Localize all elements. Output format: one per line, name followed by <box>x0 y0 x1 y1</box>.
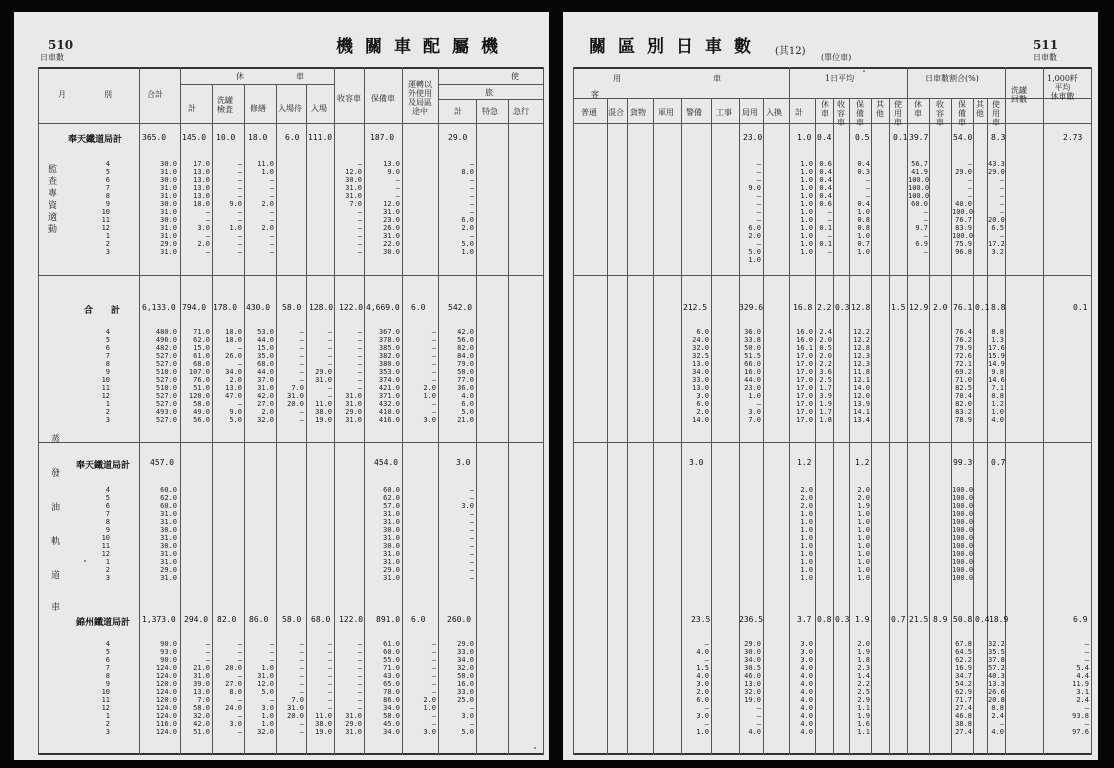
group-label: 奉天鐵道局計 <box>76 461 131 471</box>
block-col-r-kyu: 56.7 41.9 100.0 100.0 100.0 60.0 — — 9.7 — 6.9 — <box>908 160 930 256</box>
hdr-kongo: 混合 <box>608 108 624 117</box>
block-col-shuyo: — — — — — — — — 31.0 31.0 29.0 31.0 <box>345 328 362 424</box>
page-subtitle: 日車數 <box>40 53 64 62</box>
group-yobi-col: 212.5 <box>683 303 708 312</box>
hdr-futsu: 普通 <box>581 108 597 117</box>
side-label: 監查專資適動 <box>46 164 56 236</box>
block-col-senro: 18.0 18.0 — 26.0 — 34.0 2.0 13.0 47.0 — 9.0 5.0 <box>225 328 242 424</box>
hdr-sha: 車 <box>713 74 721 83</box>
hdr-nyujo-mae: 入場待 <box>278 104 302 113</box>
group-r-shiyo: 8.8 <box>991 303 1006 312</box>
block-col-r-yobi: 76.4 76.2 79.9 72.6 72.1 69.2 71.0 82.5 70.4 82.0 83.2 78.9 <box>955 328 972 424</box>
col-line <box>833 98 834 755</box>
col-line <box>508 99 509 755</box>
section-rule <box>38 275 543 276</box>
group-nyujo: 111.0 <box>308 133 333 142</box>
side-label: 蒸 <box>49 434 59 446</box>
group-yobi: 0.5 <box>855 133 870 142</box>
block-col-ryo: 29.0 33.0 34.0 32.0 50.0 16.0 33.0 25.0 — 3.0 — 5.0 <box>457 640 474 736</box>
block-col-senro: — — — — — 9.0 — — 1.0 — — — <box>229 160 242 256</box>
page-number: 511 <box>1033 38 1059 52</box>
group-ryo: 260.0 <box>447 615 472 624</box>
col-line <box>607 98 608 755</box>
block-col-nyujo: — — — — — — — — — 11.0 38.0 19.0 <box>315 640 332 736</box>
group-yobi: 891.0 <box>376 615 401 624</box>
col-line <box>653 98 654 755</box>
block-col-kei: 17.0 13.0 13.0 13.0 13.0 18.0 — — 3.0 — 2.0 — <box>193 160 210 256</box>
block-col-shuri: 53.0 44.0 15.0 35.0 68.0 44.0 37.0 31.0 42.0 27.0 2.0 32.0 <box>257 328 274 424</box>
side-label: 軌 <box>49 536 59 548</box>
group-shuri: 18.0 <box>248 133 268 142</box>
group-label: 錦州鐵道局計 <box>76 618 131 628</box>
hdr-yobi: 保備車 <box>371 94 395 103</box>
month-col: 4 5 6 7 8 9 10 11 12 1 2 3 <box>101 640 110 736</box>
month-col: 4 5 6 7 8 9 10 11 12 1 2 3 <box>101 328 110 424</box>
block-col-kei: 16.0 16.0 16.1 17.0 17.0 17.0 17.0 17.0 17.0 17.0 17.0 17.0 <box>796 328 813 424</box>
hdr-unten: 運轉以 外使用 及局區 途中 <box>408 80 432 116</box>
hdr-shuyo: 收 容 車 <box>837 100 845 127</box>
group-r-yobi: 54.0 <box>953 133 973 142</box>
block-col-kei: — — — 21.0 31.0 39.0 13.0 7.0 58.0 32.0 42.0 51.0 <box>193 640 210 736</box>
hdr-sha: 車 <box>296 72 304 81</box>
hdr-shuri: 修繕 <box>250 104 266 113</box>
group-shuyo: 0.3 <box>835 615 850 624</box>
block-col-kei: 71.0 62.0 15.0 61.0 68.0 107.0 76.0 51.0 120.0 58.0 49.0 56.0 <box>188 328 210 424</box>
block-col-yobi-col: 6.0 24.0 32.0 32.5 13.0 34.0 33.0 13.0 3.0 6.0 2.0 14.0 <box>692 328 709 424</box>
right-page <box>563 12 1098 760</box>
hdr-daily-avg: 1日平均 <box>825 74 855 83</box>
group-nyujo-mae: 58.0 <box>282 303 302 312</box>
block-col-r-shiyo: 43.3 29.0 — — — — — 20.0 6.5 — 17.2 3.2 <box>988 160 1005 256</box>
group-kyu: 0.8 <box>817 615 832 624</box>
hdr-total: 合計 <box>147 90 163 99</box>
group-kyokuyo: 236.5 <box>739 615 764 624</box>
group-shuri: 86.0 <box>249 615 269 624</box>
group-senro: 178.0 <box>213 303 238 312</box>
group-kei: 1.0 <box>797 133 812 142</box>
group-yobi-col: 23.5 <box>691 615 711 624</box>
group-r-yobi: 50.8 <box>953 615 973 624</box>
header-sub-rule-3 <box>438 99 543 100</box>
group-nyujo-mae: 58.0 <box>282 615 302 624</box>
block-col-kyokuyo: 36.0 33.8 50.0 51.5 66.0 16.0 44.0 23.0 1.0 — 3.0 7.0 <box>744 328 761 424</box>
group-kei: 294.0 <box>184 615 209 624</box>
block-col-senro: — — — 20.0 — 27.0 8.0 — 24.0 — 3.0 — <box>225 640 242 736</box>
block-col-unten: — — — — — — — 2.0 1.0 — — 3.0 <box>423 328 436 424</box>
col-line <box>1091 67 1092 755</box>
block-col-kei: 2.0 2.0 2.0 1.0 1.0 1.0 1.0 1.0 1.0 1.0 1.0 1.0 <box>800 486 813 582</box>
col-line <box>38 67 39 755</box>
col-line <box>973 98 974 755</box>
header-sub-rule <box>180 84 334 85</box>
ink-speck <box>863 70 865 72</box>
group-label: 合 計 <box>84 306 121 316</box>
hdr-senro: 洗罐 檢査 <box>217 96 233 114</box>
hdr-yobi-2: 保 備 車 <box>856 100 864 127</box>
col-line <box>1005 67 1006 755</box>
hdr-yobi: 警備 <box>686 108 702 117</box>
hdr-nyujo: 入場 <box>311 104 327 113</box>
group-yobi: 12.8 <box>851 303 871 312</box>
side-label: 道 <box>49 570 59 582</box>
group-shiyo: 0.1 <box>893 133 908 142</box>
hdr-sonota: 其 他 <box>876 100 884 118</box>
header-bottom-rule <box>38 123 543 124</box>
group-yobi: 1.9 <box>855 615 870 624</box>
group-kyu: 0.4 <box>817 133 832 142</box>
block-col-shuri: 11.0 1.0 — — — 2.0 — — 2.0 — — — <box>257 160 274 256</box>
group-yobi-col: 3.0 <box>689 458 704 467</box>
group-total: 457.0 <box>150 458 175 467</box>
title-note: (其12) <box>775 46 806 57</box>
group-shiyo: 1.5 <box>891 303 906 312</box>
group-r-sonota: 0.4 <box>975 615 990 624</box>
group-shuyo: 122.0 <box>339 615 364 624</box>
page-title: 關區別日車數 <box>589 37 763 57</box>
group-nyujo: 128.0 <box>309 303 334 312</box>
group-r-kyu: 12.9 <box>909 303 929 312</box>
block-col-kyu: 0.6 0.4 0.4 0.4 0.4 0.6 — — 0.1 — 0.1 — <box>819 160 832 256</box>
group-unten: 6.0 <box>411 303 426 312</box>
group-kyu: 2.2 <box>817 303 832 312</box>
col-line <box>1043 67 1044 755</box>
group-kei: 794.0 <box>182 303 207 312</box>
group-r-shiyo: 18.9 <box>989 615 1009 624</box>
block-col-yobi: 13.0 9.0 — — — 12.0 31.0 23.0 26.0 31.0 22.0 30.0 <box>383 160 400 256</box>
group-kyokuyo: 329.6 <box>739 303 764 312</box>
col-line <box>711 98 712 755</box>
hdr-month: 月 <box>58 90 66 99</box>
group-yobi: 187.0 <box>370 133 395 142</box>
block-col-nyujo-mae: — — — — — — — 7.0 31.0 20.0 — — <box>287 328 304 424</box>
group-nyujo-mae: 6.0 <box>285 133 300 142</box>
col-line <box>627 98 628 755</box>
unit-note: (單位車) <box>821 53 852 62</box>
col-line <box>139 67 140 755</box>
group-senro: 82.0 <box>217 615 237 624</box>
group-shiyo: 0.7 <box>891 615 906 624</box>
group-r-sonota: 0.1 <box>975 303 990 312</box>
hdr-koji: 工事 <box>716 108 732 117</box>
col-line <box>476 99 477 755</box>
hdr-kei-2: 計 <box>454 107 462 116</box>
page-number: 510 <box>48 38 74 52</box>
block-col-r-shiyo: 8.8 1.3 17.6 15.9 14.9 9.8 14.6 7.1 0.8 1.2 1.0 4.0 <box>988 328 1005 424</box>
hdr-ryo: 旅 <box>485 88 493 97</box>
page-subtitle: 日車數 <box>1033 53 1057 62</box>
group-yobi: 454.0 <box>374 458 399 467</box>
hdr-ratio: 日車數割合(%) <box>925 74 979 83</box>
block-col-yobi: 12.2 12.2 12.8 12.3 12.3 11.8 12.1 14.0 12.0 13.9 14.1 13.4 <box>853 328 870 424</box>
hdr-kyu: 休 <box>236 72 244 81</box>
side-label: 發 <box>49 468 59 480</box>
ink-speck <box>84 560 86 562</box>
block-col-total: 60.0 62.0 60.0 31.0 31.0 30.0 31.0 30.0 31.0 31.0 29.0 31.0 <box>160 486 177 582</box>
hdr-shiyo: 使 用 車 <box>894 100 902 127</box>
group-total: 1,373.0 <box>142 615 176 624</box>
col-line <box>763 98 764 755</box>
table-bottom-rule <box>38 753 543 755</box>
group-total: 6,133.0 <box>142 303 176 312</box>
group-kei: 3.7 <box>797 615 812 624</box>
table-bottom-rule <box>573 753 1091 755</box>
hdr-shiyo-2: 使 用 車 <box>992 100 1000 127</box>
hdr-shi: 使 <box>511 72 519 81</box>
hdr-kyokuyo: 局用 <box>742 108 758 117</box>
hdr-tokkyu: 特急 <box>482 107 498 116</box>
block-col-kei: 1.0 1.0 1.0 1.0 1.0 1.0 1.0 1.0 1.0 1.0 1.0 1.0 <box>800 160 813 256</box>
hdr-kyuko: 急行 <box>513 107 529 116</box>
block-col-yobi: 0.4 0.3 — — — 0.4 1.0 0.8 0.8 1.0 0.7 1.0 <box>857 160 870 256</box>
group-r-kyu: 39.7 <box>909 133 929 142</box>
hdr-kei: 計 <box>188 104 196 113</box>
group-ryo: 29.0 <box>448 133 468 142</box>
group-yobi: 1.2 <box>855 458 870 467</box>
block-col-r-yobi: — 29.0 — — — 40.0 100.0 76.7 83.9 100.0 75.9 96.8 <box>952 160 974 256</box>
hdr-nyukan: 入換 <box>766 108 782 117</box>
block-col-ryo: — 8.0 — — — — — 6.0 2.0 — 5.0 1.0 <box>461 160 474 256</box>
hdr-senro-kaisu: 洗罐 回數 <box>1011 86 1027 104</box>
hdr-per-1000: 1,000粁 平均 休車數 <box>1047 74 1078 101</box>
block-col-nyujo: — — — — — 29.0 31.0 — — 11.0 38.0 19.0 <box>315 328 332 424</box>
hdr-kyu-2: 休 車 <box>914 100 922 118</box>
col-line <box>871 98 872 755</box>
page-title: 機關車配屬機 <box>336 37 510 57</box>
group-r-yobi: 76.1 <box>953 303 973 312</box>
group-yobi: 4,669.0 <box>366 303 400 312</box>
table-top-rule <box>573 67 1091 69</box>
group-r-shuyo: 2.0 <box>933 303 948 312</box>
block-col-per-1000: — — — 5.4 4.4 11.9 3.1 2.4 — 93.8 — 97.6 <box>1072 640 1089 736</box>
group-per-1000: 6.9 <box>1073 615 1088 624</box>
hdr-sonota-2: 其 他 <box>976 100 984 118</box>
col-line <box>573 67 574 755</box>
hdr-yobi-3: 保 備 車 <box>958 100 966 127</box>
block-col-total: 90.0 93.0 90.0 124.0 124.0 120.0 124.0 120.0 124.0 124.0 116.0 124.0 <box>155 640 177 736</box>
header-sub-rule-2 <box>438 84 543 85</box>
group-nyujo: 68.0 <box>311 615 331 624</box>
block-col-yobi: 2.0 1.9 1.8 2.3 1.4 2.2 2.5 2.9 1.1 1.9 1.6 1.1 <box>857 640 870 736</box>
block-col-ryo: 42.0 56.0 82.0 84.0 79.0 50.0 77.0 36.0 4.0 6.0 5.0 21.0 <box>457 328 474 424</box>
group-shuyo: 0.3 <box>835 303 850 312</box>
group-per-1000: 2.73 <box>1063 133 1083 142</box>
col-line <box>889 98 890 755</box>
group-ryo: 542.0 <box>448 303 473 312</box>
group-kei: 145.0 <box>182 133 207 142</box>
group-r-kyu: 21.5 <box>909 615 929 624</box>
block-col-nyujo-mae: — — — — — — — 7.0 31.0 20.0 — — <box>287 640 304 736</box>
block-col-kyu: 2.4 2.0 0.5 2.0 2.2 3.6 2.5 1.7 3.9 1.9 1.7 1.8 <box>819 328 832 424</box>
group-shuyo: 122.0 <box>339 303 364 312</box>
block-col-ryo: — — 3.0 — — — — — — — — — <box>461 486 474 582</box>
group-total: 365.0 <box>142 133 167 142</box>
group-per-1000: 0.1 <box>1073 303 1088 312</box>
hdr-kamotsu: 貨物 <box>630 108 646 117</box>
header-bottom-rule <box>573 123 1091 124</box>
ink-speck <box>534 747 536 749</box>
group-shuri: 430.0 <box>246 303 271 312</box>
hdr-shuyo-2: 收 容 車 <box>936 100 944 127</box>
hdr-kei: 計 <box>795 108 803 117</box>
left-page <box>14 12 549 760</box>
section-rule-2 <box>573 442 1091 443</box>
group-label: 奉天鐵道局計 <box>68 135 123 145</box>
block-col-kei: 3.0 3.0 3.0 4.0 4.0 4.0 4.0 4.0 4.0 4.0 4.0 4.0 <box>800 640 813 736</box>
block-col-shuyo: — 12.0 30.0 31.0 31.0 7.0 — — — — — — <box>345 160 362 256</box>
hdr-kyu: 休 車 <box>821 100 829 118</box>
group-kei: 16.8 <box>793 303 813 312</box>
col-line <box>543 67 544 755</box>
group-unten: 6.0 <box>411 615 426 624</box>
col-line <box>929 98 930 755</box>
block-col-yobi: 2.0 2.0 1.9 1.0 1.0 1.0 1.0 1.0 1.0 1.0 1.0 1.0 <box>857 486 870 582</box>
group-r-yobi: 99.3 <box>953 458 973 467</box>
hdr-shuyo: 收容車 <box>337 94 361 103</box>
group-r-shuyo: 8.9 <box>933 615 948 624</box>
hdr-kyaku: 客 <box>591 90 599 99</box>
group-senro: 10.0 <box>216 133 236 142</box>
block-col-unten: — — — — — — — 2.0 1.0 — — 3.0 <box>423 640 436 736</box>
block-col-shuri: — — — 1.0 31.0 12.0 5.0 — 3.0 1.0 1.0 32.0 <box>257 640 274 736</box>
hdr-senyo: 軍用 <box>658 108 674 117</box>
block-col-yobi: 60.0 62.0 57.0 31.0 31.0 30.0 31.0 30.0 31.0 31.0 29.0 31.0 <box>383 486 400 582</box>
block-col-r-yobi: 100.0 100.0 100.0 100.0 100.0 100.0 100.0 100.0 100.0 100.0 100.0 100.0 <box>952 486 974 582</box>
block-col-kyokuyo: — — — 9.0 — — — — 6.0 2.0 — 5.0 1.0 <box>748 160 761 264</box>
group-kei: 1.2 <box>797 458 812 467</box>
block-col-total: 30.0 31.0 30.0 31.0 31.0 30.0 31.0 30.0 31.0 31.0 29.0 31.0 <box>160 160 177 256</box>
block-col-shuyo: — — — — — — — — — 31.0 29.0 31.0 <box>345 640 362 736</box>
section-rule-2 <box>38 442 543 443</box>
group-r-shiyo: 0.7 <box>991 458 1006 467</box>
month-col: 4 5 6 7 8 9 10 11 12 1 2 3 <box>101 160 110 256</box>
block-col-yobi-col: — 4.0 — 1.5 4.0 3.0 2.0 6.0 — 3.0 — 1.0 <box>696 640 709 736</box>
group-r-shiyo: 8.3 <box>991 133 1006 142</box>
table-top-rule <box>38 67 543 69</box>
block-col-kyokuyo: 29.0 30.0 34.0 30.5 46.0 13.0 32.0 19.0 — — — 4.0 <box>744 640 761 736</box>
block-col-yobi: 61.0 60.0 55.0 71.0 43.0 65.0 78.0 86.0 34.0 58.0 45.0 34.0 <box>383 640 400 736</box>
block-col-r-yobi: 67.8 64.5 62.2 16.9 34.7 54.2 62.9 71.7 27.4 46.8 38.8 27.4 <box>955 640 972 736</box>
group-ryo: 3.0 <box>456 458 471 467</box>
block-col-r-shiyo: 32.2 35.5 37.8 57.2 40.3 13.3 26.6 20.8 0.8 2.4 — 4.0 <box>988 640 1005 736</box>
section-rule <box>573 275 1091 276</box>
hdr-yo: 用 <box>613 74 621 83</box>
side-label: 油 <box>49 502 59 514</box>
month-col: 4 5 6 7 8 9 10 11 12 1 2 3 <box>101 486 110 582</box>
side-label: 車 <box>49 602 59 614</box>
block-col-total: 480.0 496.0 482.0 527.0 527.0 510.0 527.0 510.0 527.0 527.0 493.0 527.0 <box>155 328 177 424</box>
hdr-month-2: 別 <box>104 90 112 99</box>
block-col-yobi: 367.0 378.0 385.0 382.0 380.0 353.0 374.0 421.0 371.0 432.0 410.0 416.0 <box>378 328 400 424</box>
group-kyokuyo: 23.0 <box>743 133 763 142</box>
